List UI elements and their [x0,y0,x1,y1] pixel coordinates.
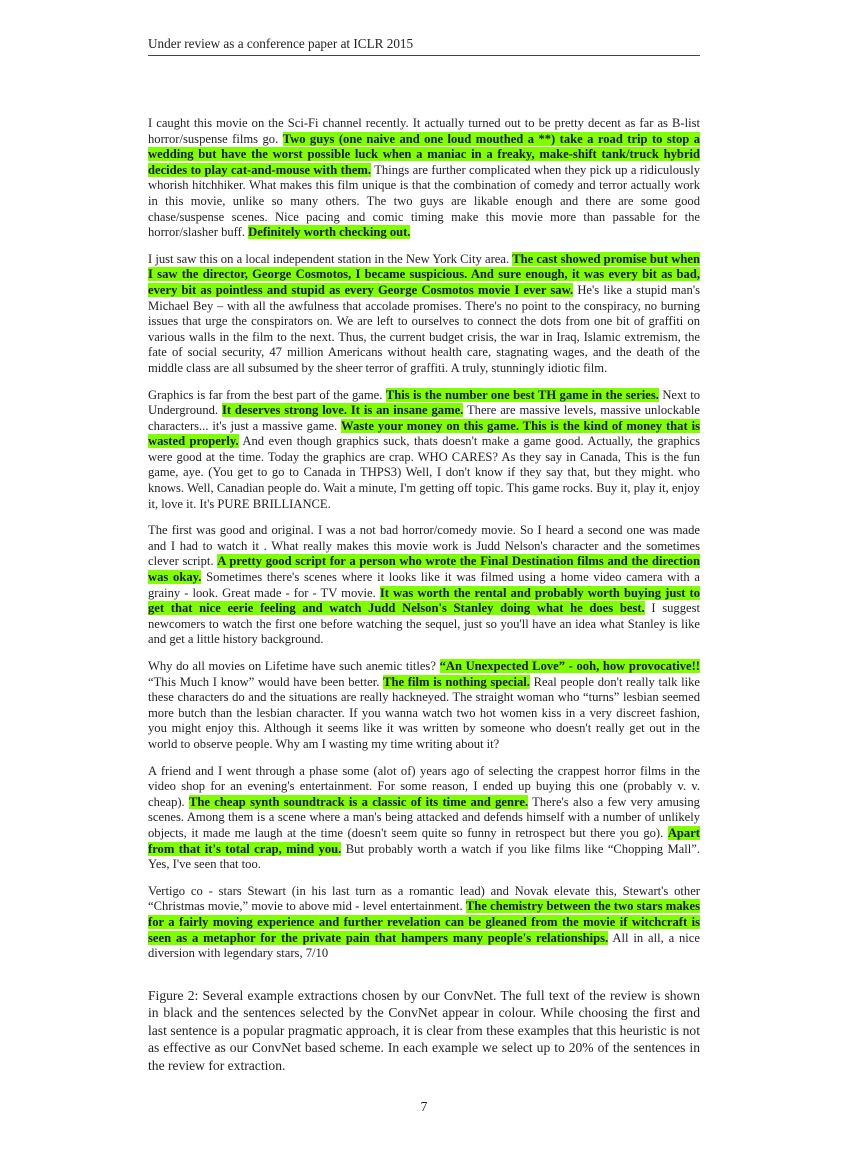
extracted-sentence: A pretty good script for a person who wrote the Final Destination films and the direction was okay. [148,554,700,585]
review-text: I just saw this on a local independent station in the New York City area. [148,251,513,266]
review-text: The first was good and original. I was a not bad horror/comedy movie. So I heard a second one was made and I had to watch it . What really makes this movie work is Judd Nelson's character and the sometimes clever script. [148,523,700,569]
extracted-sentence: Definitely worth checking out. [248,225,411,240]
review-text: Things are further complicated when they pick up a ridiculously whorish hitchhiker. What makes this film unique is that the combination of comedy and terror actually work in this movie, unlike so many others. The two guys are likable enough and there are some good chase/suspense scenes. Nice pacing and comic timing make this movie more than passable for the horror/slasher buff. [148,162,700,240]
review-text: Graphics is far from the best part of the game. [148,387,386,402]
review-paragraph [148,884,700,962]
review-text: Sometimes there's scenes where it looks like it was filmed using a home video camera with a grainy - look. Great made - for - TV movie. [148,570,700,600]
extracted-sentence: “An Unexpected Love” - ooh, how provocative!! [439,659,700,673]
review-text: A friend and I went through a phase some (alot of) years ago of selecting the crappest horror films in the video shop for an evening's entertainment. For some reason, I ended up buying this one (probably v. v. cheap). [148,763,700,809]
extracted-sentence: It deserves strong love. It is an insane game. [221,403,464,418]
extracted-sentence: Two guys (one naive and one loud mouthed a **) take a road trip to stop a wedding but have the worst possible luck when a maniac in a freaky, make-shift tank/truck hybrid decides to play cat-and-mouse with them. [148,131,700,177]
extracted-sentence: It was worth the rental and probably worth buying just to get that nice eerie feeling and watch Judd Nelson's Stanley doing what he does best. [148,585,700,616]
extracted-sentence: This is the number one best TH game in the series. [385,387,659,402]
figure-caption: Figure 2: Several example extractions chosen by our ConvNet. The full text of the review is shown in black and the sentences selected by the ConvNet appear in colour. While choosing the first and last sentence is a popular pragmatic approach, it is clear from these examples that this heuristic is not as effective as our ConvNet based scheme. In each example we select up to 20% of the sentences in the review for extraction. [148,987,700,1074]
review-text: Real people don't really talk like these characters do and the situations are really hackneyed. The straight woman who “turns” lesbian seemed more butch than the lesbian character. If you wanna watch two hot women kiss in a very discreet fashion, you might enjoy this. Although it seems like it was written by someone who doesn't really get out in the world to observe people. Why am I wasting my time writing about it? [148,674,700,751]
extracted-sentence: Waste your money on this game. This is the kind of money that is wasted properly. [148,418,700,449]
review-text: “This Much I know” would have been better. [148,674,384,689]
figure-content [148,116,700,973]
extracted-sentence: The chemistry between the two stars makes for a fairly moving experience and further revelation can be gleaned from the movie if witchcraft is seen as a metaphor for the private pain that hampers many people's relationships. [148,899,700,945]
review-text: Vertigo co - stars Stewart (in his last turn as a romantic lead) and Novak elevate this, Stewart's other “Christmas movie,” movie to above mid - level entertainment. [148,883,700,914]
extracted-sentence: Apart from that it's total crap, mind you. [148,825,700,856]
review-text: And even though graphics suck, thats doesn't make a game good. Actually, the graphics were good at the time. Today the graphics are crap. WHO CARES? As they say in Canada, This is the fun game, aye. (You get to go to Canada in THPS3) Well, I don't know if they say that, but they might. who knows. Well, Canadian people do. Wait a minute, I'm getting off topic. This game rocks. Buy it, play it, enjoy it, love it. It's PURE BRILLIANCE. [148,434,700,511]
extracted-sentence: The cast showed promise but when I saw the director, George Cosmotos, I became suspicious. And sure enough, it was every bit as bad, every bit as pointless and stupid as every George Cosmotos movie I ever saw. [148,251,700,297]
review-text: I suggest newcomers to watch the first one before watching the sequel, just so you'll have an idea what Stanley is like and get a little history background. [148,601,700,647]
review-paragraph [148,523,700,648]
review-text: Next to Underground. [148,387,701,418]
review-text: He's like a stupid man's Michael Bey – with all the awfulness that accolade promises. There's no point to the conspiracy, no burning issues that urge the conspirators on. We are left to ourselves to connect the dots from one bit of graffiti on various walls in the film to the next. Thus, the current budget crisis, the war in Iraq, Islamic extremism, the fate of social security, 47 million Americans without health care, stagnating wages, and the death of the middle class are all subsumed by the sheer terror of graffiti. A truly, stunningly idiotic film. [148,282,700,375]
review-paragraph [148,388,700,513]
review-paragraph [148,252,700,377]
review-text: But probably worth a watch if you like films like “Chopping Mall”. Yes, I've seen that too. [148,841,700,872]
review-text: I caught this movie on the Sci-Fi channel recently. It actually turned out to be pretty decent as far as B-list horror/suspense films go. [148,116,700,146]
review-paragraph [148,659,700,753]
page-number: 7 [420,1098,428,1114]
review-text: There are massive levels, massive unlockable characters... it's just a massive game. [148,403,700,433]
review-paragraph [148,764,700,873]
review-paragraph [148,116,700,241]
extracted-sentence: The film is nothing special. [383,674,530,689]
review-text: All in all, a nice diversion with legendary stars, 7/10 [148,930,700,961]
review-text: Why do all movies on Lifetime have such anemic titles? [148,659,440,673]
review-text: There's also a few very amusing scenes. Among them is a scene where a man's being attacked and defends himself with a number of unlikely objects, it made me laugh at the time (doesn't seem quite so funny in retrospect but there you go). [148,794,700,840]
extracted-sentence: The cheap synth soundtrack is a classic of its time and genre. [189,794,529,809]
running-header: Under review as a conference paper at ICLR 2015 [148,36,700,56]
